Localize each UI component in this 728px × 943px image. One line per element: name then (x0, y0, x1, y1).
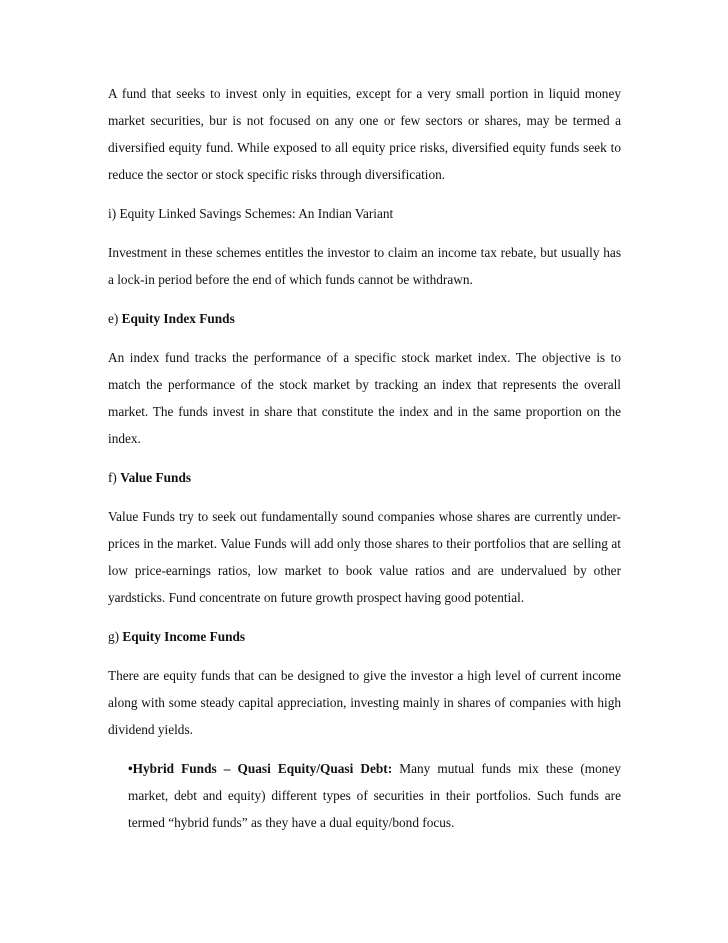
income-funds-prefix: g) (108, 629, 120, 644)
value-funds-title: Value Funds (120, 470, 192, 485)
intro-paragraph: A fund that seeks to invest only in equities, except for a very small portion in liquid money market securities, bur is not focused on any one or few sectors or shares, may be termed a diversified equity fund. While exposed to all equity price risks, diversified equity funds seek to reduce the sector or stock specific risks through diversification. (108, 86, 621, 182)
income-funds-heading (108, 623, 621, 650)
index-funds-prefix: e) (108, 311, 119, 326)
index-funds-paragraph: An index fund tracks the performance of a specific stock market index. The objective is to match the performance of the stock market by tracking an index that represents the overall market. The funds invest in share that constitute the index and in the same proportion on the index. (108, 350, 621, 446)
hybrid-funds-bullet (128, 755, 621, 836)
document-page (108, 80, 621, 836)
index-funds-heading (108, 305, 621, 332)
index-funds-title: Equity Index Funds (121, 311, 235, 326)
income-funds-paragraph: There are equity funds that can be designed to give the investor a high level of current income along with some steady capital appreciation, investing mainly in shares of companies with high dividend yields. (108, 668, 621, 737)
income-funds-title: Equity Income Funds (122, 629, 246, 644)
value-funds-heading (108, 464, 621, 491)
elss-heading: i) Equity Linked Savings Schemes: An Indian Variant (108, 206, 394, 221)
elss-paragraph: Investment in these schemes entitles the investor to claim an income tax rebate, but usually has a lock-in period before the end of which funds cannot be withdrawn. (108, 245, 621, 287)
hybrid-funds-body: Many mutual funds mix these (money market, debt and equity) different types of securities in their portfolios. Such funds are termed “hybrid funds” as they have a dual equity/bond focus. (128, 761, 621, 830)
value-funds-prefix: f) (108, 470, 117, 485)
value-funds-paragraph: Value Funds try to seek out fundamentally sound companies whose shares are currently under-prices in the market. Value Funds will add only those shares to their portfolios that are selling at low price-earnings ratios, low market to book value ratios and are undervalued by other yardsticks. Fund concentrate on future growth prospect having good potential. (108, 509, 621, 605)
hybrid-funds-title: Hybrid Funds – Quasi Equity/Quasi Debt: (132, 761, 393, 776)
bullet-marker: • (128, 761, 133, 776)
